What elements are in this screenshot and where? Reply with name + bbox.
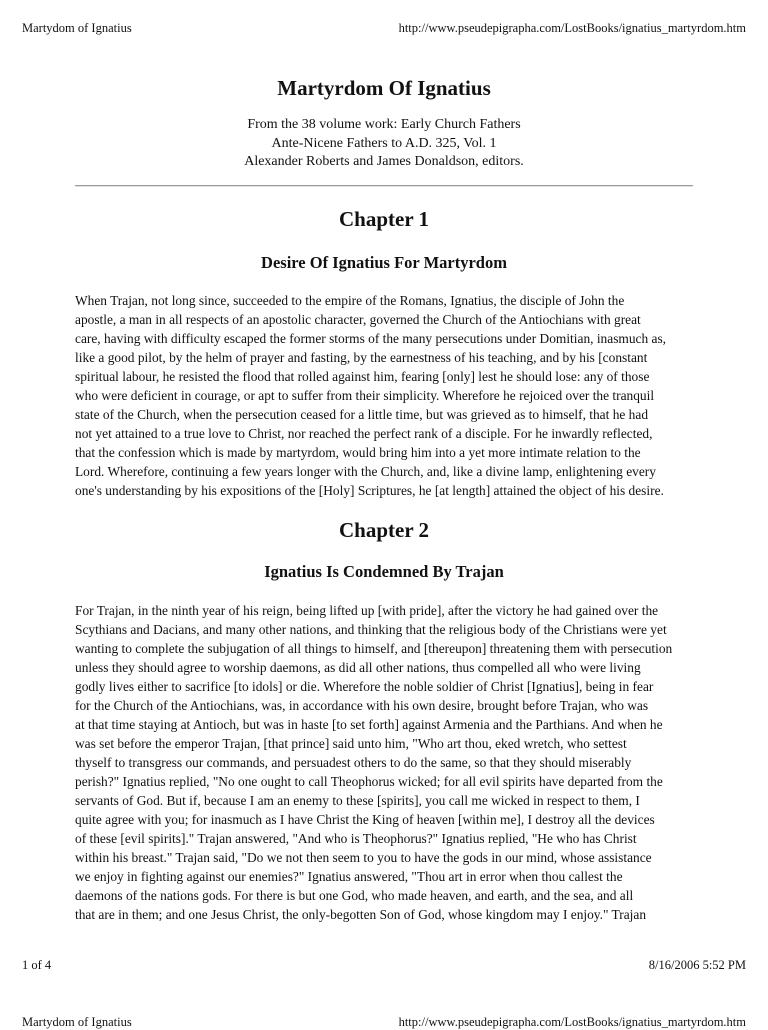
header-url[interactable]: http://www.pseudepigrapha.com/LostBooks/ignatius_martyrdom.htm	[398, 21, 746, 35]
header-doc-title: Martydom of Ignatius	[22, 1015, 132, 1029]
text-line: wanting to complete the subjugation of all things to himself, and [thereupon] threatening them with persecution	[75, 641, 673, 656]
text-line: godly lives either to sacrifice [to idols] or die. Wherefore the noble soldier of Christ [Ignatius], being in fear	[75, 679, 654, 694]
text-line: that are in them; and one Jesus Christ, the only-begotten Son of God, whose kingdom may I enjoy." Trajan	[75, 907, 647, 922]
text-line: we enjoy in fighting against our enemies?" Ignatius answered, "Thou art in error when thou callest the	[75, 869, 623, 884]
text-line: quite agree with you; for inasmuch as I have Christ the King of heaven [within me], I destroy all the devices	[75, 812, 655, 827]
page-number: 1 of 4	[22, 958, 52, 972]
chapter-2-paragraph	[75, 601, 695, 924]
text-line: like a good pilot, by the helm of prayer and fasting, by the earnestness of his teaching, and by his [constant	[75, 350, 648, 365]
text-line: Scythians and Dacians, and many other nations, and thinking that the religious body of the Christians were yet	[75, 622, 667, 637]
text-line: perish?" Ignatius replied, "No one ought to call Theophorus wicked; for all evil spirits have departed from the	[75, 774, 663, 789]
text-line: at that time staying at Antioch, but was in haste [to set forth] against Armenia and the Parthians. And when he	[75, 717, 663, 732]
text-line: state of the Church, when the persecution ceased for a little time, but was grieved as to himself, that he had	[75, 407, 649, 422]
text-line: for the Church of the Antiochians, was, in accordance with his own desire, brought before Trajan, who was	[75, 698, 649, 713]
text-line: servants of God. But if, because I am an enemy to these [spirits], you call me wicked in respect to them, I	[75, 793, 640, 808]
text-line: who were deficient in courage, or apt to suffer from their simplicity. Wherefore he rejoiced over the tranquil	[75, 388, 655, 403]
text-line: unless they should agree to worship daemons, as did all other nations, thus compelled all who were living	[75, 660, 641, 675]
source-info	[0, 116, 768, 172]
page-title: Martyrdom Of Ignatius	[277, 76, 491, 100]
text-line: one's understanding by his expositions of the [Holy] Scriptures, he [at length] attained the object of his desire.	[75, 483, 664, 498]
text-line: apostle, a man in all respects of an apostolic character, governed the Church of the Antiochians with great	[75, 312, 641, 327]
text-line: care, having with difficulty escaped the former storms of the many persecutions under Domitian, inasmuch as,	[75, 331, 667, 346]
text-line: Lord. Wherefore, continuing a few years longer with the Church, and, like a divine lamp, enlightening every	[75, 464, 656, 479]
text-line: that the confession which is made by martyrdom, would bring him into a yet more intimate relation to the	[75, 445, 641, 460]
text-line: spiritual labour, he resisted the flood that rolled against him, fearing [only] lest he should lose: any of those	[75, 369, 650, 384]
print-footer	[22, 957, 746, 973]
text-line: was set before the emperor Trajan, [that prince] said unto him, "Who art thou, eked wretch, who settest	[75, 736, 627, 751]
next-page-header	[22, 1014, 746, 1030]
text-line: not yet attained to a true love to Christ, nor reached the perfect rank of a disciple. For he inwardly reflected,	[75, 426, 653, 441]
text-line: daemons of the nations gods. For there is but one God, who made heaven, and earth, and the sea, and all	[75, 888, 634, 903]
source-line: Alexander Roberts and James Donaldson, editors.	[244, 154, 524, 169]
source-line: Ante-Nicene Fathers to A.D. 325, Vol. 1	[271, 135, 497, 151]
chapter-1-paragraph	[75, 291, 695, 500]
header-url[interactable]: http://www.pseudepigrapha.com/LostBooks/ignatius_martyrdom.htm	[398, 1015, 746, 1029]
source-line: From the 38 volume work: Early Church Fathers	[247, 117, 521, 132]
print-header	[22, 20, 746, 36]
text-line: of these [evil spirits]." Trajan answered, "And who is Theophorus?" Ignatius replied, "He who has Christ	[75, 831, 637, 846]
chapter-2-heading: Chapter 2	[338, 518, 430, 542]
horizontal-divider	[75, 185, 693, 187]
text-line: When Trajan, not long since, succeeded to the empire of the Romans, Ignatius, the disciple of John the	[75, 293, 625, 308]
print-datetime: 8/16/2006 5:52 PM	[648, 958, 746, 972]
text-line: For Trajan, in the ninth year of his reign, being lifted up [with pride], after the victory he had gained over the	[75, 603, 659, 618]
chapter-1-heading: Chapter 1	[338, 207, 430, 231]
text-line: within his breast." Trajan said, "Do we not then seem to you to have the gods in our mind, whose assistance	[75, 850, 652, 865]
chapter-1-subtitle: Desire Of Ignatius For Martyrdom	[261, 253, 507, 272]
chapter-2-subtitle: Ignatius Is Condemned By Trajan	[264, 562, 504, 581]
text-line: thyself to transgress our commands, and persuadest others to do the same, so that they should miserably	[75, 755, 632, 770]
header-doc-title: Martydom of Ignatius	[22, 21, 132, 35]
